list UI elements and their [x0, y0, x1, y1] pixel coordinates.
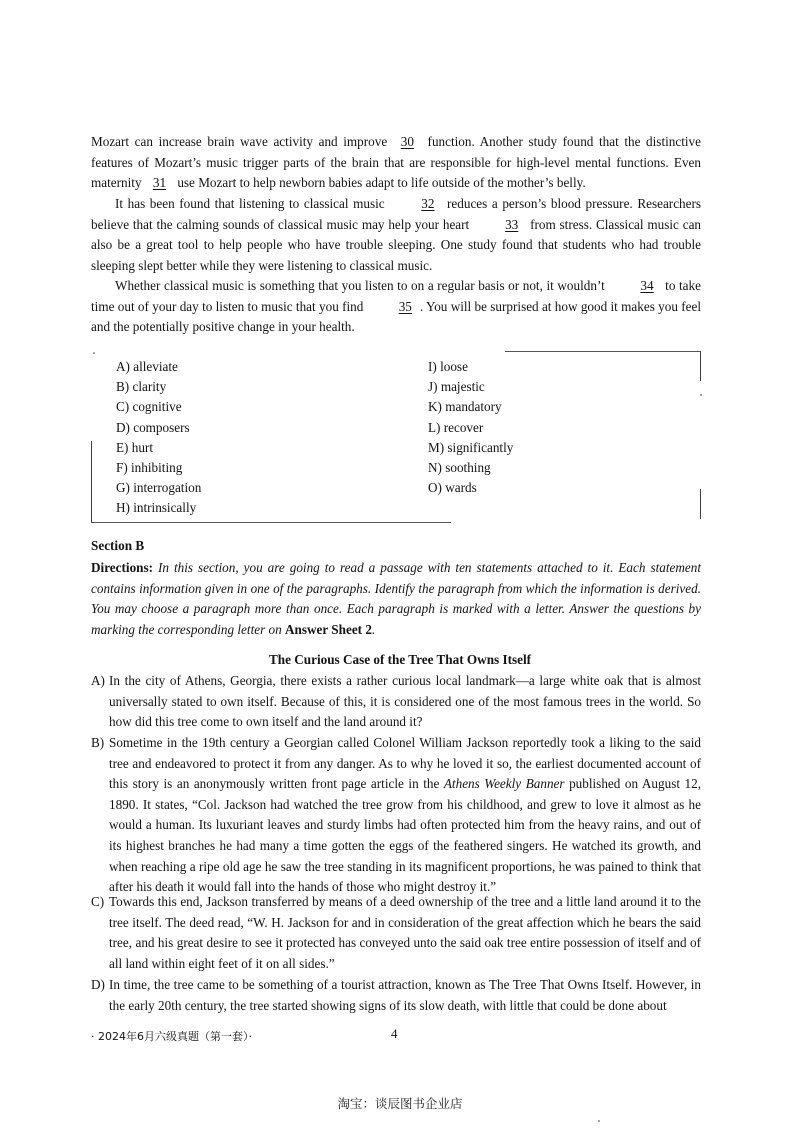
box-border-right-bottom [700, 489, 701, 519]
word-option: L) recover [428, 419, 484, 435]
blank-34[interactable]: 34 [640, 278, 654, 293]
box-border-bottom [91, 522, 451, 523]
word-option: B) clarity [116, 379, 167, 395]
word-option: D) composers [116, 419, 190, 435]
word-option: A) alleviate [116, 359, 178, 374]
word-bank-box [91, 349, 701, 523]
box-border-top [505, 351, 701, 352]
paragraph-label: A) [91, 673, 105, 688]
word-option: H) intrinsically [116, 500, 197, 516]
blank-35[interactable]: 35 [398, 298, 412, 314]
paragraph-d [91, 975, 701, 1016]
box-border-right-top [700, 351, 701, 381]
directions-text: In this section, you are going to read a passage with ten statements attached to it. Each statement contains information given in one of the paragraphs. Identify the paragraph from which the information is derived. You may choose a paragraph more than once. Each paragraph is marked with a letter. Answer the questions by marking the corresponding letter on [91, 560, 701, 637]
paragraph-text: In the city of Athens, Georgia, there exists a rather curious local landmark—a large white oak that is almost universally stated to own itself. Because of this, it is considered one of the most famous trees in the world. So how did this tree come to own itself and the land around it? [109, 673, 701, 730]
passage-title: The Curious Case of the Tree That Owns Itself [268, 652, 532, 667]
word-option: I) loose [428, 359, 468, 374]
word-option: F) inhibiting [116, 460, 183, 476]
paragraph-a [91, 671, 701, 733]
paragraph-b [91, 733, 701, 898]
newspaper-name: Athens Weekly Banner [443, 776, 565, 792]
word-option: N) soothing [428, 460, 491, 476]
word-option: K) mandatory [428, 399, 502, 415]
page-number: 4 [391, 1026, 398, 1041]
shop-watermark: 淘宝：谈辰图书企业店 [337, 1096, 463, 1111]
word-option: J) majestic [428, 379, 485, 395]
paragraph-label: D) [91, 977, 105, 992]
paragraph-label: C) [91, 894, 105, 909]
section-b-directions: Directions: In this section, you are going to read a passage with ten statements attached to it. Each statement contains information given in one of the paragraphs. Identify the paragraph from which the information is derived. You may choose a paragraph more than once. Each paragraph is marked with a letter. Answer the questions by marking the corresponding letter on Answer Sheet 2. [91, 560, 701, 637]
directions-label: Directions: [91, 560, 154, 575]
passage-paragraph-1: Mozart can increase brain wave activity and improve 30 function. Another study found that the distinctive features of Mozart’s music trigger parts of the brain that are responsible for high-level mental functions. Even maternity 31 use Mozart to help newborn babies adapt to life outside of the mother’s belly. [91, 132, 701, 194]
blank-33[interactable]: 33 [505, 216, 519, 232]
blank-31[interactable]: 31 [152, 175, 167, 191]
scan-speck [93, 352, 95, 354]
answer-sheet-ref: Answer Sheet 2 [285, 621, 372, 637]
word-option: E) hurt [116, 439, 153, 455]
paragraph-text: In time, the tree came to be something of a tourist attraction, known as The Tree That Owns Itself. However, in the early 20th century, the tree started showing signs of its slow death, with little that could be done about [109, 977, 701, 1013]
word-option: M) significantly [428, 439, 514, 455]
word-option: C) cognitive [116, 399, 182, 415]
scan-speck [700, 394, 702, 396]
word-option: O) wards [428, 480, 477, 496]
section-b-title: Section B [91, 538, 145, 553]
passage-paragraph-2: It has been found that listening to classical music 32 reduces a person’s blood pressure. Researchers believe that the calming sounds of classical music may help your heart 33 from stress. Classical music can also be a great tool to help people who have trouble sleeping. One study found that students who had trouble sleeping slept better while they were listening to classical music. [91, 196, 702, 273]
paragraph-label: B) [91, 735, 105, 750]
blank-32[interactable]: 32 [421, 196, 435, 211]
paragraph-c [91, 892, 701, 974]
paragraph-text: Towards this end, Jackson transferred by means of a deed ownership of the tree and a little land around it to the tree itself. The deed read, “W. H. Jackson for and in consideration of the great affection which he bears the said tree, and his great desire to see it protected has conveyed unto the said oak tree entire possession of itself and of all land within eight feet of it on all sides.” [109, 894, 701, 971]
word-bank-left-column [116, 357, 201, 519]
paragraph-text: Sometime in the 19th century a Georgian called Colonel William Jackson reportedly took a liking to the said tree and endeavored to protect it from any danger. As to why he loved it so, the earliest documented account of this story is an anonymously written front page article in the Athens Weekly Banner published on August 12, 1890. It states, “Col. Jackson had watched the tree grow from his childhood, and grew to love it almost as he would a human. Its luxuriant leaves and sturdy limbs had often protected him from the heavy rains, and out of its highest branches he had many a time gotten the eggs of the feathered singers. He watched its growth, and when reaching a ripe old age he saw the tree standing in its magnificent proportions, he was pained to think that after his death it would fall into the hands of those who might destroy it.” [109, 735, 702, 895]
scan-speck [598, 1120, 600, 1122]
word-option: G) interrogation [116, 480, 202, 496]
box-border-left [91, 441, 92, 523]
blank-30[interactable]: 30 [400, 134, 414, 149]
passage-paragraph-3: Whether classical music is something that you listen to on a regular basis or not, it wouldn’t 34 to take time out of your day to listen to music that you find 35 . You will be surprised at how good it makes you feel and the potentially positive change in your health. [91, 278, 702, 335]
word-bank-right-column [428, 357, 513, 498]
footer-source: · 2024年6月六级真题（第一套）· [91, 1030, 252, 1043]
